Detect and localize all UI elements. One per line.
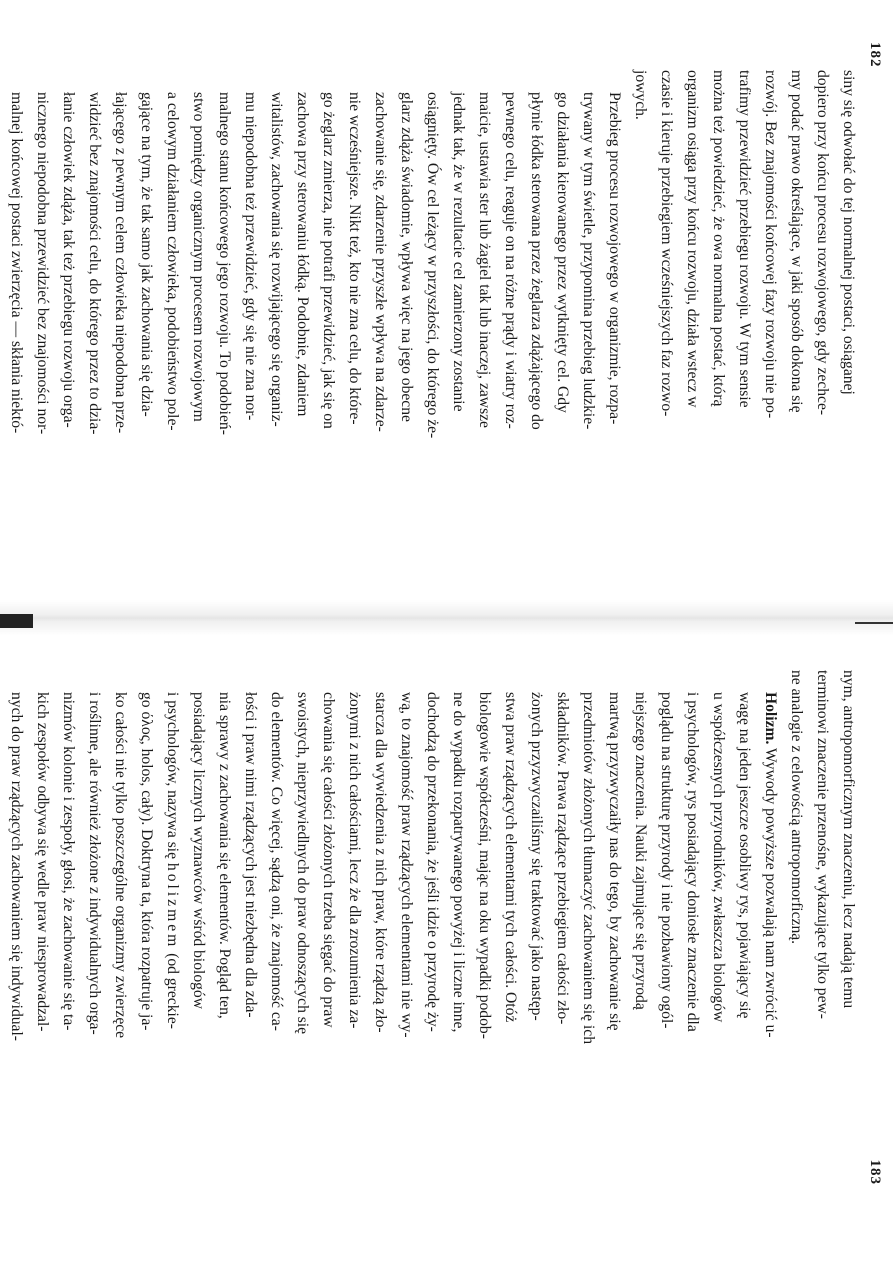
text-line: chowania się całości złożonych trzeba sięgać do praw (320, 692, 337, 1028)
text-line: żonymi z nich całościami, lecz że dla zrozumienia za- (346, 692, 363, 1029)
text-line: my podać prawo określające, w jaki sposób dokona się (788, 70, 805, 413)
text-line: glarz zdąża świadomie, wpływa więc na jego obecne (398, 92, 415, 422)
text-line: Przebieg procesu rozwojowego w organizmie, rozpa- (606, 92, 623, 425)
text-line: malnej końcowej postaci zwierzęcia — skłania niektó- (8, 92, 25, 434)
text-line: witalistów, zachowania się rozwijającego się organiz- (268, 92, 285, 427)
text-line: i psychologów, rys posiadający doniosłe znaczenie dla (684, 692, 701, 1032)
text-line: dopiero przy końcu procesu rozwojowego, gdy zechce- (814, 70, 831, 416)
text-line: u współczesnych przyrodników, zwłaszcza biologów (710, 692, 727, 1023)
text-line: jowych. (632, 70, 649, 120)
paragraph (783, 670, 861, 1215)
text-line: nych do praw rządzących zachowaniem się indywidual- (8, 692, 25, 1041)
text-line: do elementów. Co więcej, sądzą oni, że znajomość ca- (268, 692, 285, 1031)
text-line: stwo pomiędzy organicznym procesem rozwojowym (190, 92, 207, 422)
text-line: niejszego znaczenia. Nauki zajmujące się przyrodą (632, 692, 649, 1010)
text-line: nicznego niepodobna przewidzieć bez znajomości nor- (34, 92, 51, 435)
text-line: posiadający licznych wyznawców wśród biologów (190, 692, 207, 1009)
text-line: widzieć bez znajomości celu, do którego przez to dzia- (86, 92, 103, 435)
text-line: martwą przyzwyczaiły nas do tego, by zachowanie się (606, 692, 623, 1031)
text-line: rozwój. Bez znajomości końcowej fazy rozwoju nie po- (762, 70, 779, 419)
text-line: czasie i kieruje przebiegiem wcześniejszych faz rozwo- (658, 70, 675, 417)
text-line: pewnego celu, reaguje on na różne prądy i wiatry roz- (502, 92, 519, 429)
text-line (0, 670, 3, 1215)
left-page (0, 0, 893, 620)
text-line: trywany w tym świetle, przypomina przebieg ludzkie- (580, 92, 597, 430)
text-line: ko całości nie tylko poszczególne organizmy zwierzęce (112, 692, 129, 1039)
text-line: ne analogie z celowością antropomorficzną. (788, 670, 805, 945)
right-page (0, 620, 893, 1263)
text-line: zachowa przy sterowaniu łódką. Podobnie, zdaniem (294, 92, 311, 417)
text-line: łanie człowiek zdąża, tak też przebiegu rozwoju orga- (60, 92, 77, 428)
text-line: nizmów kolonie i zespoły, głosi, że zachowanie się ta- (60, 692, 77, 1031)
right-page-text (0, 670, 861, 1215)
text-line: żonych przyzwyczailiśmy się traktować jako następ- (528, 692, 545, 1021)
text-line: można też powiedzieć, że owa normalna postać, którą (710, 70, 727, 407)
text-line: dochodzą do przekonania, że jeśli idzie o przyrodę ży- (424, 692, 441, 1032)
text-line: wą, to znajomość praw rządzących elementami nie wy- (398, 692, 415, 1038)
page-number-left: 182 (867, 42, 883, 68)
text-line: starcza dla wywiedzenia z nich praw, które rządzą zło- (372, 692, 389, 1033)
paragraph (627, 70, 861, 610)
text-line: kich zespołów odbywa się wedle praw niesprowadzal- (34, 692, 51, 1032)
text-line: go działania kierowanego przez wytknięty cel. Gdy (554, 92, 571, 413)
text-line: nie wcześniejsze. Nikt też, kto nie zna celu, do które- (346, 92, 363, 425)
text-line: i psychologów, nazywa się (164, 692, 181, 863)
text-line: organizm osiąga przy końcu rozwoju, działa wstecz w (684, 70, 701, 408)
text-line: wagę na jeden jeszcze osobliwy rys, pojawiający się (736, 692, 753, 1019)
text-line: terminowi znaczenie przenośne, wykazujące tylko pew- (814, 670, 831, 1019)
text-line (0, 70, 3, 610)
text-line: stwa praw rządzących elementami tych całości. Otóż (502, 692, 519, 1023)
text-line: ne do wypadku rozpatrywanego powyżej i liczne inne, (450, 692, 467, 1033)
text-line: i roślinne, ale również złożone z indywidualnych orga- (86, 692, 103, 1035)
text-line: biologowie współcześni, mając na oku wypadki podob- (476, 692, 493, 1039)
paragraph (0, 70, 627, 610)
text-line: go όλος, holos, cały). Doktryna ta, która rozpatruje ja- (138, 692, 155, 1031)
page-number-right: 183 (867, 1159, 883, 1185)
text-line: składników. Prawa rządzące przebiegiem całości zło- (554, 692, 571, 1025)
text-line: trafimy przewidzieć przebiegu rozwoju. W tym sensie (736, 70, 753, 408)
section-term: Holizm. (762, 692, 779, 745)
text-line: nia sprawy z zachowania się elementów. Pogląd ten, (216, 692, 233, 1019)
text-line: łającego z pewnym celem człowieka niepodobna prze- (112, 92, 129, 434)
text-line: jednak tak, że w rezultacie cel zamierzony zostanie (450, 92, 467, 412)
text-line: malnego stanu końcowego jego rozwoju. To podobień- (216, 92, 233, 435)
left-page-text (0, 70, 861, 610)
text-line: przedmiotów złożonych tłumaczyć zachowaniem się ich (580, 692, 597, 1045)
text-line: nym, antropomorficznym znaczeniu, lecz nadają temu (840, 670, 857, 1009)
section-holizm (0, 670, 783, 1215)
spaced-term: holizmem (164, 862, 181, 950)
text-line: mu niepodobna też przewidzieć, gdy się nie zna nor- (242, 92, 259, 421)
text-line: (od greckie- (164, 949, 181, 1029)
text-line: gające na tym, że tak samo jak zachowania się dzia- (138, 92, 155, 417)
text-line: poglądu na strukturę przyrody i nie pozbawiony ogól- (658, 692, 675, 1029)
text-line: swoistych, nieprzywiedlnych do praw odnoszących się (294, 692, 311, 1035)
text-line: płynie łódka sterowana przez żeglarza zdążającego do (528, 92, 545, 430)
text-line: maicie, ustawia ster lub żagiel tak lub inaczej, zawsze (476, 92, 493, 428)
text-line: zachowanie się, zdarzenie przyszłe wpływa na zdarze- (372, 92, 389, 432)
text-line: a celowym działaniem człowieka, podobieństwo pole- (164, 92, 181, 431)
text-line: osiągnięty. Ów cel leżący w przyszłości, do którego że- (424, 92, 441, 439)
text-line: łości i praw nimi rządzących jest niezbędna dla zda- (242, 692, 259, 1018)
text-line: go żeglarz zmierza, nie potrafi przewidzieć, jak się on (320, 92, 337, 429)
text-line: Wywody powyższe pozwalają nam zwrócić u- (762, 744, 779, 1038)
text-line: siny się odwołać do tej normalnej postaci, osiąganej (840, 70, 857, 395)
